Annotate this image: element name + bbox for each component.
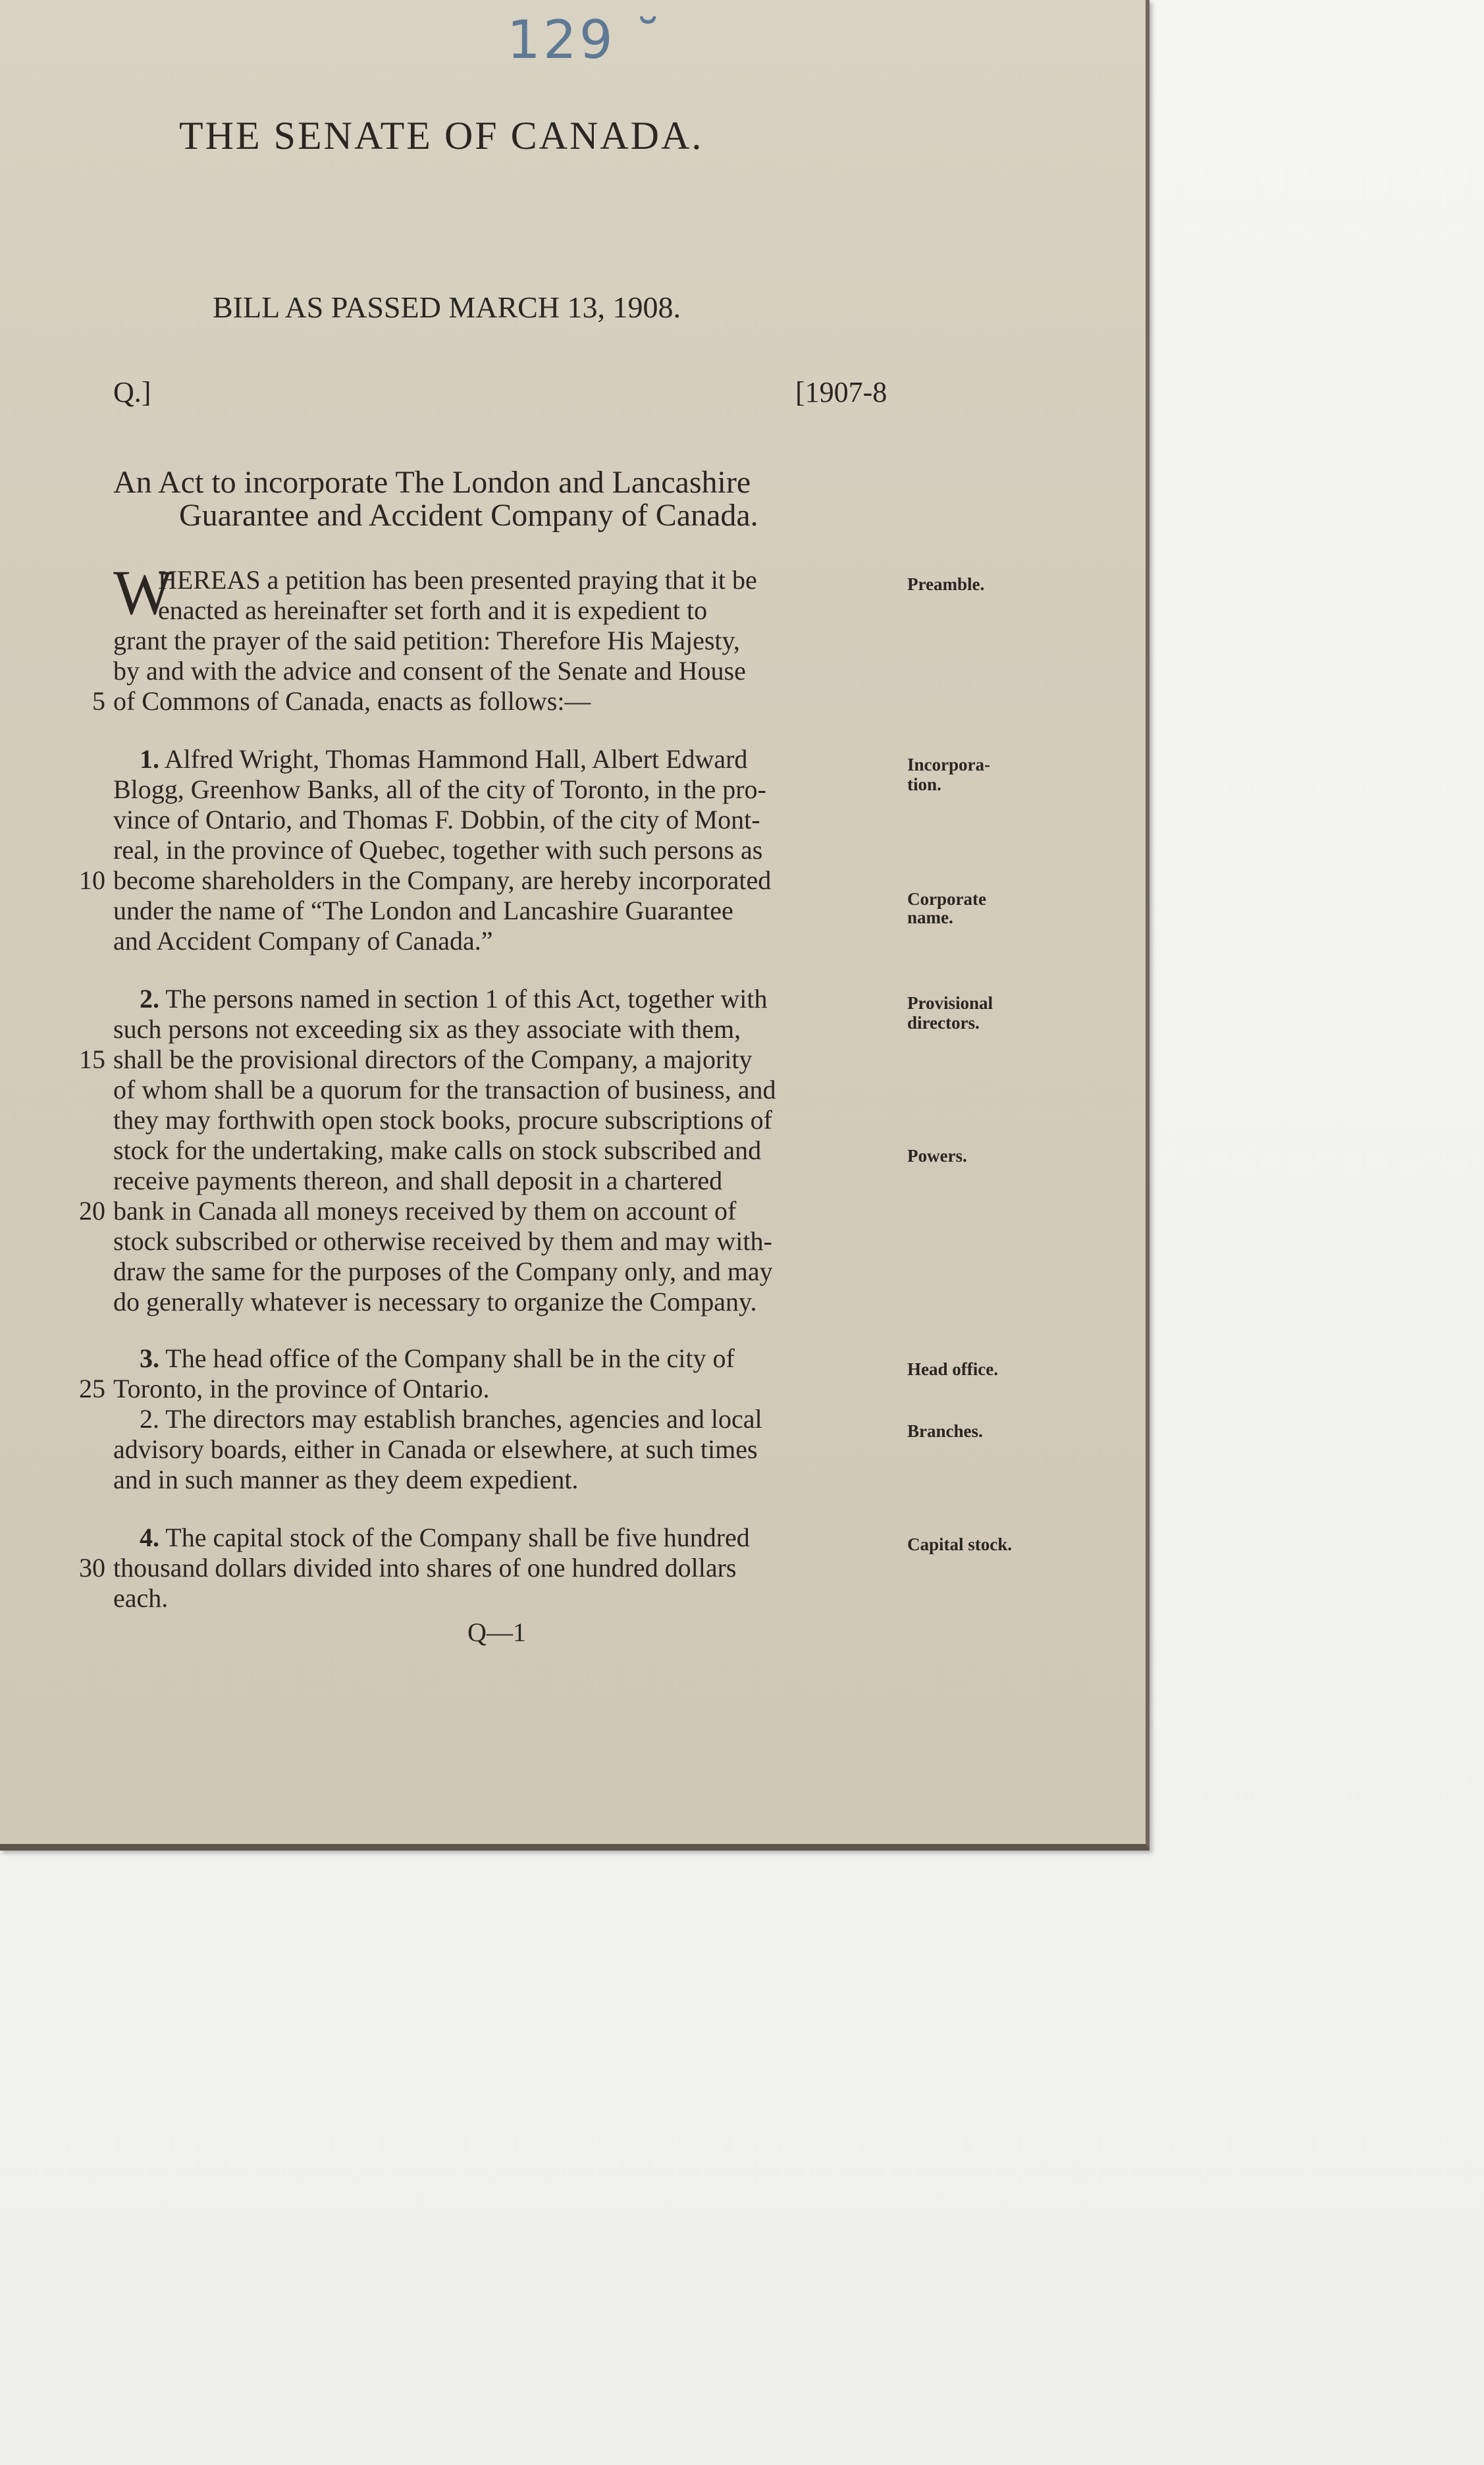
section-number: 3. (140, 1343, 159, 1373)
section-2-line: do generally whatever is necessary to organize the Company. (113, 1287, 757, 1316)
preamble-line: enacted as hereinafter set forth and it is expedient to (158, 595, 708, 625)
preamble-line: HEREAS a petition has been presented praying that it be (158, 565, 757, 595)
section-2-line: of whom shall be a quorum for the transaction of business, and (113, 1075, 776, 1104)
margin-note-incorporation: Incorpora- (907, 755, 990, 774)
line-number: 20 (79, 1196, 105, 1226)
session-code: [1907-8 (795, 376, 888, 408)
margin-note-corporate-name-cont: name. (907, 907, 953, 927)
act-title-line-2: Guarantee and Accident Company of Canada. (179, 498, 758, 533)
margin-note-provisional: Provisional (907, 993, 994, 1013)
section-1-first-line (140, 744, 747, 774)
folio-number: 129 ˘ (507, 9, 664, 70)
section-1-line: Blogg, Greenhow Banks, all of the city of Toronto, in the pro- (113, 774, 766, 804)
section-2-first-line (140, 984, 768, 1014)
section-1-line: under the name of “The London and Lancashire Guarantee (113, 896, 733, 925)
section-4-line: thousand dollars divided into shares of one hundred dollars (113, 1553, 737, 1583)
margin-note-head-office: Head office. (907, 1359, 998, 1379)
section-2-line: stock for the undertaking, make calls on stock subscribed and (113, 1135, 762, 1165)
margin-note-powers: Powers. (907, 1146, 967, 1166)
section-1-line: vince of Ontario, and Thomas F. Dobbin, of the city of Mont- (113, 805, 760, 834)
page-signature: Q—1 (467, 1617, 526, 1647)
section-number: 4. (140, 1523, 159, 1552)
act-title-line-1: An Act to incorporate The London and Lancashire (113, 465, 751, 500)
section-3-line: and in such manner as they deem expedient. (113, 1465, 579, 1494)
section-3-line: advisory boards, either in Canada or elsewhere, at such times (113, 1434, 758, 1464)
section-4-line: each. (113, 1583, 169, 1613)
margin-note-provisional-cont: directors. (907, 1013, 980, 1033)
section-2-line: they may forthwith open stock books, procure subscriptions of (113, 1105, 772, 1135)
section-text: The capital stock of the Company shall be five hundred (159, 1523, 750, 1552)
margin-note-capital-stock: Capital stock. (907, 1534, 1013, 1554)
section-text: Alfred Wright, Thomas Hammond Hall, Albert Edward (159, 744, 748, 774)
section-2-line: receive payments thereon, and shall deposit in a chartered (113, 1166, 723, 1195)
section-text: The persons named in section 1 of this Act, together with (159, 984, 768, 1014)
preamble-line: grant the prayer of the said petition: Therefore His Majesty, (113, 626, 740, 655)
margin-note-branches: Branches. (907, 1421, 983, 1441)
senate-heading: THE SENATE OF CANADA. (179, 114, 704, 157)
section-1-line: and Accident Company of Canada.” (113, 926, 493, 956)
margin-note-corporate-name: Corporate (907, 889, 986, 909)
section-2-line: such persons not exceeding six as they associate with them, (113, 1014, 741, 1044)
section-3-line: Toronto, in the province of Ontario. (113, 1374, 490, 1403)
bill-status: BILL AS PASSED MARCH 13, 1908. (213, 290, 681, 324)
section-3-first-line (140, 1343, 735, 1374)
preamble-line: of Commons of Canada, enacts as follows:— (113, 686, 591, 716)
dropcap-letter: W (113, 557, 173, 628)
section-number: 2. (140, 984, 159, 1014)
section-1-line: become shareholders in the Company, are hereby incorporated (113, 865, 772, 895)
line-number: 15 (79, 1044, 105, 1074)
section-number: 1. (140, 744, 159, 774)
section-text: The head office of the Company shall be in the city of (159, 1343, 735, 1373)
line-number: 10 (79, 865, 105, 895)
section-4-first-line (140, 1523, 750, 1553)
bill-code: Q.] (113, 376, 151, 408)
preamble-line: by and with the advice and consent of the Senate and House (113, 656, 746, 686)
section-1-line: real, in the province of Quebec, together with such persons as (113, 835, 763, 865)
section-2-line: bank in Canada all moneys received by them on account of (113, 1196, 737, 1226)
act-title (113, 466, 903, 532)
margin-note-preamble: Preamble. (907, 574, 985, 594)
section-2-line: shall be the provisional directors of the Company, a majority (113, 1044, 753, 1074)
line-number: 25 (79, 1374, 105, 1403)
line-number: 30 (79, 1553, 105, 1583)
section-2-line: stock subscribed or otherwise received by them and may with- (113, 1226, 772, 1256)
section-2-line: draw the same for the purposes of the Company only, and may (113, 1257, 773, 1286)
margin-note-incorporation-cont: tion. (907, 774, 941, 794)
section-3-subsection: 2. The directors may establish branches, agencies and local (140, 1404, 762, 1434)
line-number: 5 (92, 686, 105, 716)
